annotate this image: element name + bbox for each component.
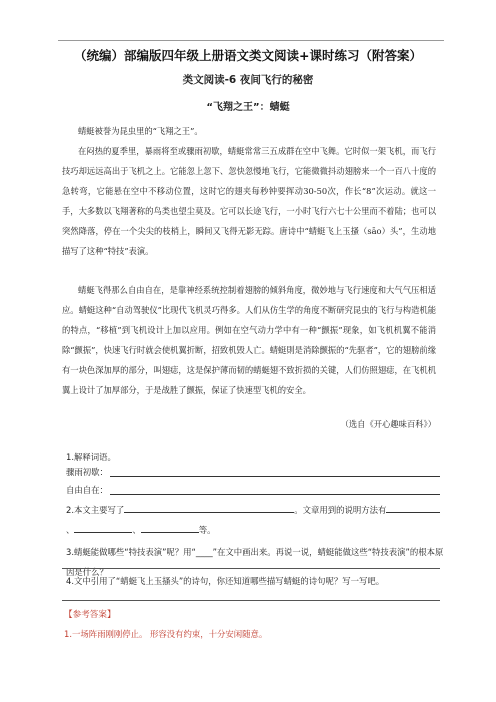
term-row-2 bbox=[66, 484, 440, 496]
answer-line-4[interactable] bbox=[62, 600, 440, 601]
answer-key-heading: 【参考答案】 bbox=[64, 610, 116, 620]
document-title: （统编）部编版四年级上册语文类文阅读+课时练习（附答案） bbox=[74, 48, 422, 63]
answer-key-line-1: 1.一场阵雨刚刚停止。 形容没有约束，十分安闲随意。 bbox=[64, 629, 268, 639]
question-3: 3.蜻蜓能做哪些“特技表演”呢？用“____”在文中画出来。再说一说，蜻蜓能做这些“特技表演”的根本原因是什么？ bbox=[66, 547, 444, 577]
question-2-sep-1: 、 bbox=[66, 525, 75, 535]
term-label-1: 骤雨初歇： bbox=[66, 467, 108, 477]
question-4: 4.文中引用了“蜻蜓飞上玉搔头”的诗句，你还知道哪些描写蜻蜓的诗句呢？写一写吧。 bbox=[66, 576, 385, 586]
article-title: “飞翔之王”：蜻蜓 bbox=[206, 102, 290, 113]
article-paragraph-2: 在闷热的夏季里，暴雨将至或骤雨初歇，蜻蜓常常三五成群在空中飞舞。它时似一架飞机，而飞行技巧却远远高出于飞机之上。它能忽上忽下、忽快忽慢地飞行，它能微微抖动翅膀来一个一百八十度的急转弯，它能悬在空中不移动位置，这时它的翅夹每秒钟要挥动30-50次，作长“8”次运动。就这一手，大多数以飞翔著称的鸟类也望尘莫及。它可以长途飞行，一小时飞行六七十公里而不着陆；也可以突然降落，停在一个尖尖的枝梢上，瞬间又飞得无影无踪。唐诗中“蜻蜓飞上玉搔（sāo）头”，生动地描写了这种“特技”表演。 bbox=[62, 146, 436, 256]
question-2 bbox=[66, 500, 444, 540]
question-2-sep-2: 、 bbox=[132, 525, 141, 535]
answer-blank-method-1[interactable] bbox=[386, 503, 440, 513]
header-rule bbox=[58, 40, 444, 41]
term-label-2: 自由自在： bbox=[66, 485, 108, 495]
answer-blank-method-3[interactable] bbox=[141, 523, 199, 533]
answer-blank-method-2[interactable] bbox=[74, 523, 132, 533]
answer-line-3[interactable] bbox=[62, 568, 440, 569]
term-row-1 bbox=[66, 466, 440, 478]
article-source: （选自《开心趣味百科》） bbox=[340, 419, 436, 429]
answer-blank-main-content[interactable] bbox=[124, 503, 294, 513]
question-2-prefix: 2.本文主要写了 bbox=[66, 505, 125, 515]
question-1: 1.解释词语。 bbox=[66, 452, 116, 462]
article-paragraph-3: 蜻蜓飞得那么自由自在，是靠神经系统控制着翅膀的倾斜角度，微妙地与飞行速度和大气气压相适应。蜻蜓这种“自动驾驶仪”比现代飞机灵巧得多。人们从仿生学的角度不断研究昆虫的飞行与构造机能的特点，“移植”到飞机设计上加以应用。例如在空气动力学中有一种“颤振”现象，如飞机机翼不能消除“颤振”，快速飞行时就会使机翼折断，招致机毁人亡。蜻蜓則是消除颤振的“先驱者”，它的翅膀前缘有一块色深加厚的部分，叫翅痣，这是保护薄而韧的蜻蜓翅不致折损的关键，人们仿照翅痣，在飞机机翼上设计了加厚部分，于是战胜了颤振，保证了快速型飞机的安全。 bbox=[62, 285, 436, 395]
article-paragraph-1: 蜻蜓被誉为昆虫里的“飞翔之王”。 bbox=[78, 126, 203, 136]
answer-blank-term-1[interactable] bbox=[110, 476, 440, 477]
answer-blank-term-2[interactable] bbox=[110, 494, 440, 495]
lesson-subtitle: 类文阅读-6 夜间飞行的秘密 bbox=[182, 74, 314, 86]
question-2-middle: 。文章用到的说明方法有 bbox=[294, 505, 387, 515]
question-2-suffix: 等。 bbox=[198, 525, 216, 535]
